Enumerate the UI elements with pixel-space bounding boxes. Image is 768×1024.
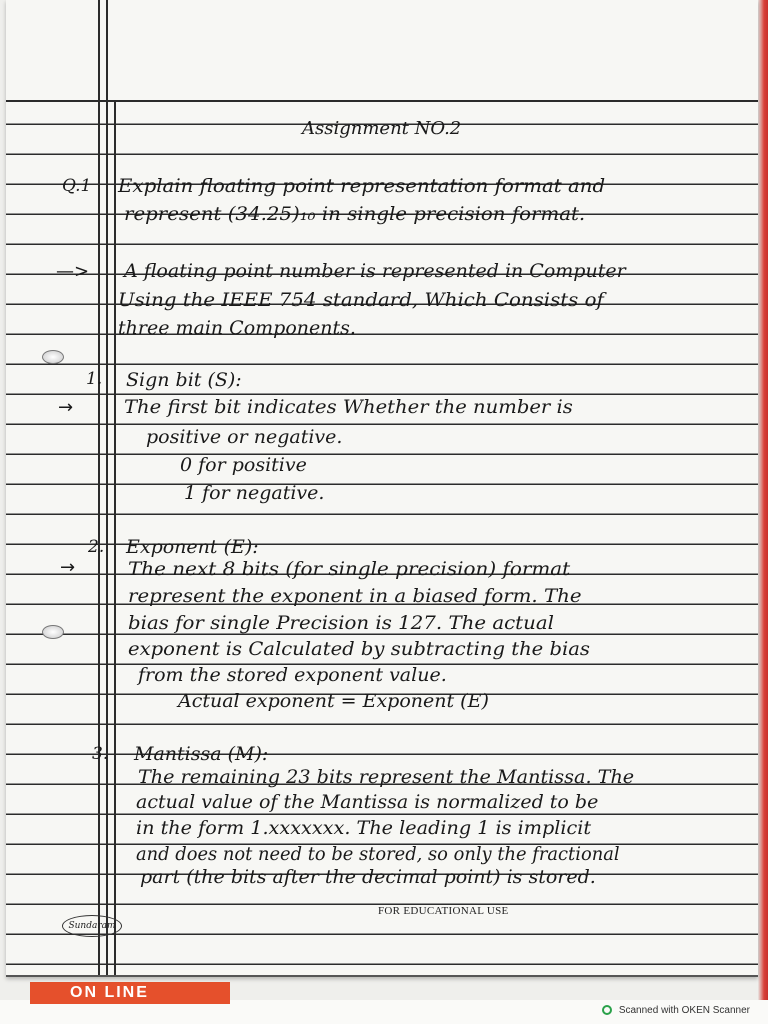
section-line: 1 for negative. [184,482,325,504]
answer-line: Using the IEEE 754 standard, Which Consists of [118,289,604,311]
binder-hole [42,350,64,364]
section-line: bias for single Precision is 127. The actual [128,612,554,634]
cover-strip-text: ON LINE [70,984,149,1001]
section-heading: Exponent (E): [126,536,259,558]
answer-line: three main Components. [118,317,356,339]
page-title: Assignment NO.2 [302,118,462,139]
notebook-brand-logo: Sundaram [62,915,122,937]
arrow-icon: —> [56,261,90,282]
scanner-logo-icon [602,1005,612,1015]
section-line: The first bit indicates Whether the number is [124,396,573,418]
answer-line: A floating point number is represented in Computer [124,260,626,282]
margin-line [114,100,116,975]
section-line: actual value of the Mantissa is normalized to be [136,791,599,813]
arrow-icon: → [58,397,74,418]
cover-strip [30,982,230,1004]
footer-text: FOR EDUCATIONAL USE [378,905,509,917]
scanner-label: Scanned with OKEN Scanner [618,1005,750,1016]
section-number: 2. [88,537,105,557]
section-line: 0 for positive [180,454,307,476]
section-line: Actual exponent = Exponent (E) [178,690,489,712]
question-line: represent (34.25)₁₀ in single precision format. [124,203,586,225]
arrow-icon: → [60,557,76,578]
section-line: represent the exponent in a biased form. The [128,585,582,607]
question-number: Q.1 [62,176,92,196]
section-number: 3. [92,744,109,764]
section-line: The remaining 23 bits represent the Mantissa. The [138,766,635,788]
section-line: exponent is Calculated by subtracting the bias [128,638,590,660]
binder-hole [42,625,64,639]
section-line: positive or negative. [146,426,343,448]
section-line: from the stored exponent value. [138,664,447,686]
page-header-band [6,0,758,102]
section-heading: Mantissa (M): [134,743,269,765]
section-heading: Sign bit (S): [126,369,242,391]
section-line: part (the bits after the decimal point) is stored. [140,866,596,888]
notebook-page [6,0,758,977]
margin-line [98,0,100,975]
section-number: 1. [86,369,103,389]
red-cover-edge [758,0,768,1024]
section-line: and does not need to be stored, so only the fractional [136,843,620,865]
margin-line [106,0,108,975]
section-line: The next 8 bits (for single precision) format [128,558,571,580]
scanner-watermark [602,1005,750,1016]
section-line: in the form 1.xxxxxxx. The leading 1 is implicit [136,817,592,839]
question-line: Explain floating point representation format and [118,175,606,197]
